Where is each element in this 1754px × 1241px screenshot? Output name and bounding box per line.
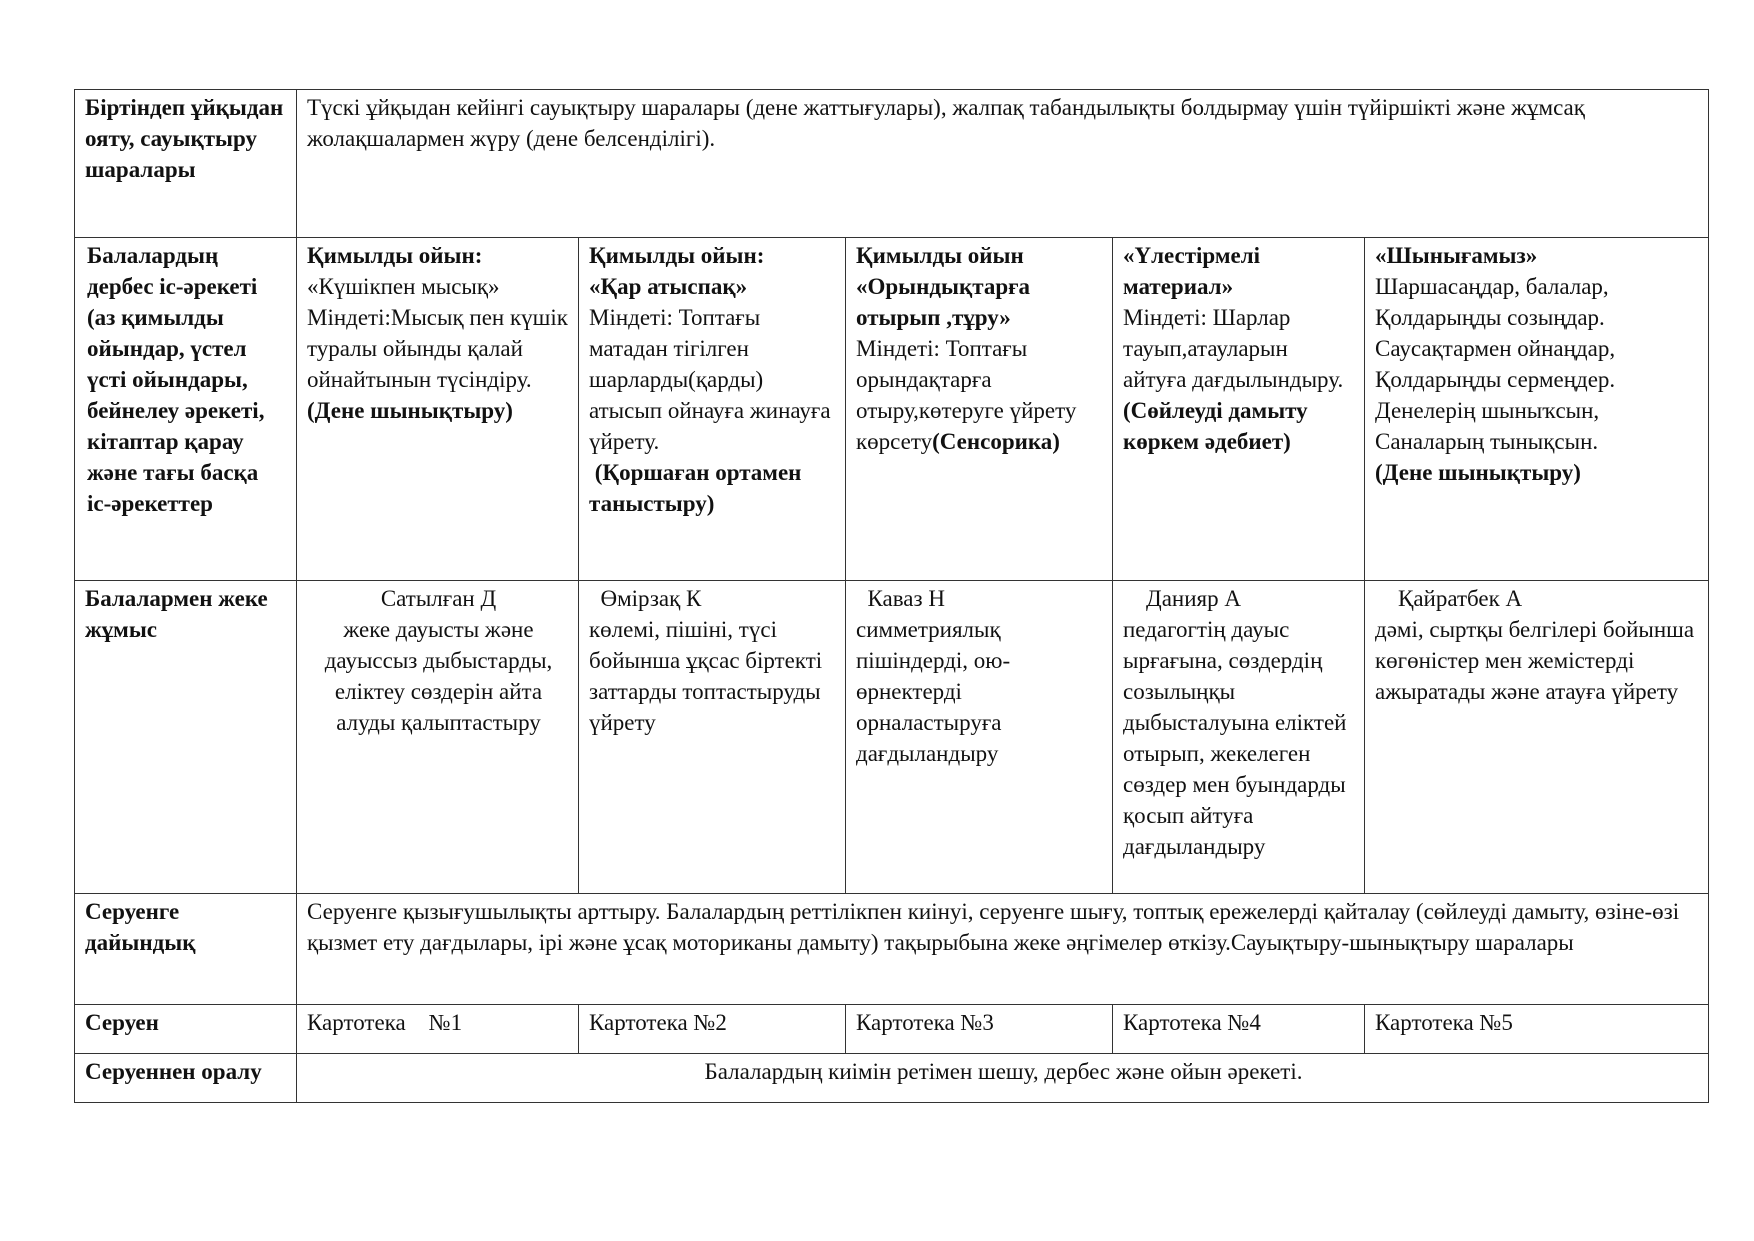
wake-text: Түскі ұйқыдан кейінгі сауықтыру шаралары (дене жаттығулары), жалпақ табандылықты болдырмау үшін түйіршікті және жұмсақ жолақшалармен жүру (дене белсенділігі). [297, 90, 1709, 238]
activity-cell-4 [1113, 238, 1365, 581]
individual-cell-4 [1113, 581, 1365, 894]
individual-cell-1 [297, 581, 579, 894]
activity-task: Міндеті: Топтағы матадан тігілген шарларды(қарды) атысып ойнауға жинауға үйрету. [589, 305, 837, 454]
row-header-prep: Серуенге дайындық [75, 894, 297, 1005]
activity-task: Міндеті: Топтағы орындақтарға отыру,көтеруге үйрету көрсету [856, 336, 1077, 454]
activity-area: (Сөйлеуді дамыту көркем әдебиет) [1123, 398, 1314, 454]
activity-area: (Қоршаған ортамен таныстыру) [589, 460, 808, 516]
row-header-return: Серуеннен оралу [75, 1054, 297, 1103]
activity-title: «Шынығамыз» [1375, 243, 1538, 268]
walk-card-4: Картотека №4 [1113, 1005, 1365, 1054]
individual-task: көлемі, пішіні, түсі бойынша ұқсас біртекті заттарды топтастыруды үйрету [589, 617, 828, 735]
walk-card-1: Картотека №1 [297, 1005, 579, 1054]
activity-game-name: «Күшікпен мысық» [307, 274, 500, 299]
activity-title: «Үлестірмелі материал» [1123, 243, 1266, 299]
row-return [75, 1054, 1709, 1103]
row-header-activity: Балалардың дербес іс-әрекеті (аз қимылды ойындар, үстел үсті ойындары, бейнелеу әрекеті, кітаптар қарау және тағы басқа іс-әрекеттер [75, 238, 297, 581]
activity-area: (Дене шынықтыру) [1375, 460, 1581, 485]
child-name: Данияр А [1123, 586, 1241, 611]
walk-card-3: Картотека №3 [846, 1005, 1113, 1054]
poem-line: Қолдарыңды созыңдар. [1375, 305, 1605, 330]
walk-card-5: Картотека №5 [1365, 1005, 1709, 1054]
poem-line: Денелерің шыныҡсын, [1375, 398, 1600, 423]
row-activity [75, 238, 1709, 581]
individual-cell-5 [1365, 581, 1709, 894]
activity-task: Міндеті:Мысық пен күшік туралы ойынды қалай ойнайтынын түсіндіру. [307, 305, 574, 392]
activity-title: Қимылды ойын: [307, 243, 483, 268]
activity-task: Міндеті: Шарлар тауып,атауларын айтуға дағдылындыру. [1123, 305, 1344, 392]
row-wake [75, 90, 1709, 238]
child-name: Каваз Н [856, 586, 945, 611]
activity-area: (Дене шынықтыру) [307, 398, 513, 423]
row-walk [75, 1005, 1709, 1054]
row-header-individual: Балалармен жеке жұмыс [75, 581, 297, 894]
individual-task: симметриялық пішіндерді, ою-өрнектерді орналастыруға дағдыландыру [856, 617, 1011, 766]
plan-table [74, 89, 1709, 1103]
activity-title: Қимылды ойын: [589, 243, 765, 268]
activity-cell-2 [579, 238, 846, 581]
row-header-wake: Біртіндеп ұйқыдан ояту, сауықтыру шаралары [75, 90, 297, 238]
activity-cell-1 [297, 238, 579, 581]
activity-title: Қимылды ойын [856, 243, 1024, 268]
activity-cell-5 [1365, 238, 1709, 581]
prep-text: Серуенге қызығушылықты арттыру. Балалардың реттілікпен киінуі, серуенге шығу, топтық ережелерді қайталау (сөйлеуді дамыту, өзіне-өзі қызмет ету дағдылары, ірі және ұсақ моториканы дамыту) тақырыбына жеке әңгімелер өткізу.Сауықтыру-шынықтыру шаралары [297, 894, 1709, 1005]
poem-line: Саусақтармен ойнаңдар, [1375, 336, 1616, 361]
individual-task: педагогтің дауыс ырғағына, сөздердің созылыңқы дыбысталуына еліктей отырып, жекелеген сөздер мен буындарды қосып айтуға дағдыландыру [1123, 617, 1353, 859]
activity-area: (Сенсорика) [932, 429, 1060, 454]
child-name: Сатылған Д [380, 586, 497, 611]
activity-cell-3 [846, 238, 1113, 581]
row-header-walk: Серуен [75, 1005, 297, 1054]
poem-line: Саналарың тынықсын. [1375, 429, 1599, 454]
activity-game-name: «Қар атыспақ» [589, 274, 748, 299]
child-name: Өмірзақ К [589, 586, 702, 611]
individual-task: жеке дауысты және дауыссыз дыбыстарды, еліктеу сөздерін айта алуды қалыптастыру [324, 617, 559, 735]
return-text: Балалардың киімін ретімен шешу, дербес және ойын әрекеті. [297, 1054, 1709, 1103]
individual-cell-3 [846, 581, 1113, 894]
poem-line: Шаршасаңдар, балалар, [1375, 274, 1609, 299]
child-name: Қайратбек А [1375, 586, 1523, 611]
row-prep [75, 894, 1709, 1005]
activity-game-name: «Орындықтарға отырып ,тұру» [856, 274, 1036, 330]
walk-card-2: Картотека №2 [579, 1005, 846, 1054]
row-individual [75, 581, 1709, 894]
individual-task: дәмі, сыртқы белгілері бойынша көгөністер мен жемістерді ажыратады және атауға үйрету [1375, 617, 1700, 704]
poem-line: Қолдарыңды сермеңдер. [1375, 367, 1616, 392]
individual-cell-2 [579, 581, 846, 894]
